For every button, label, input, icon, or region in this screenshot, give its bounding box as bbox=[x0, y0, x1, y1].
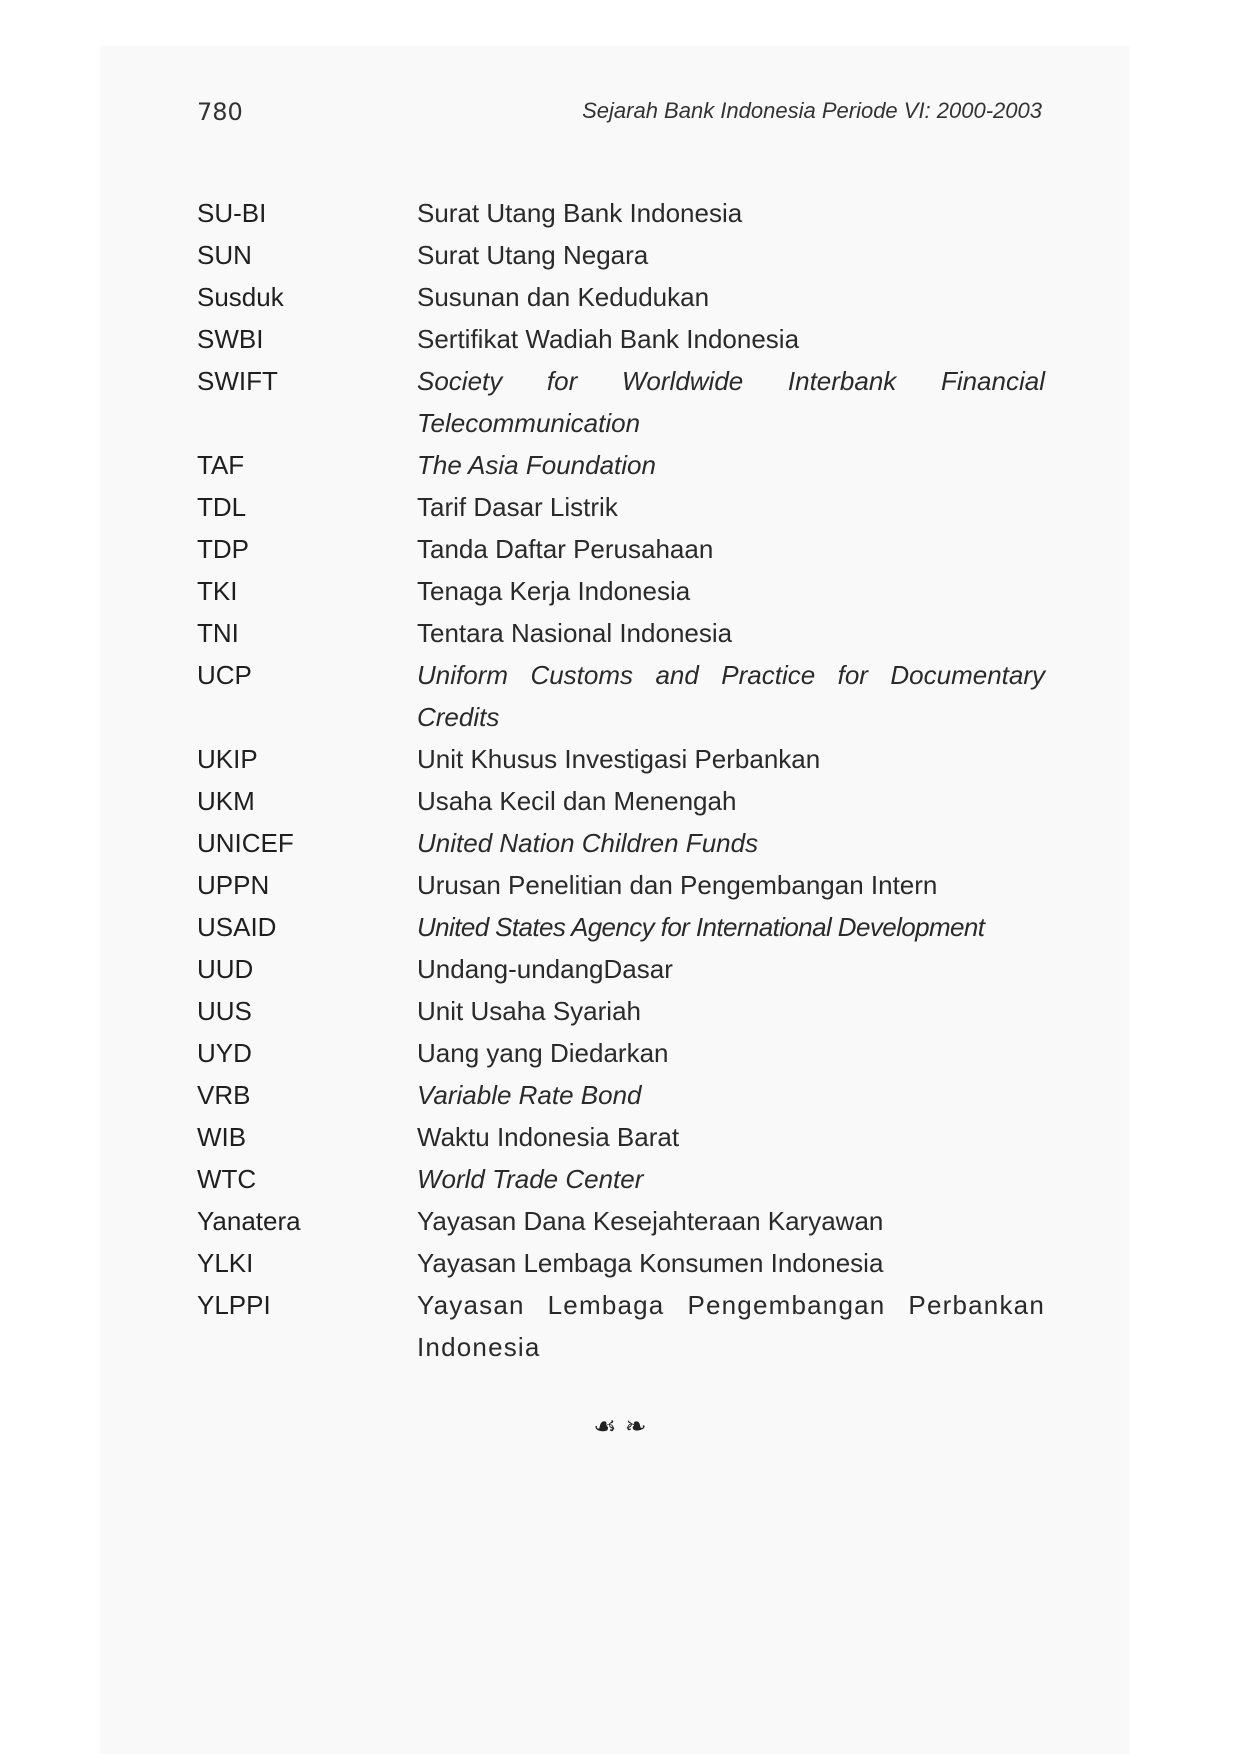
list-item bbox=[197, 654, 1045, 738]
list-item bbox=[197, 1074, 1045, 1116]
abbreviation: TDP bbox=[197, 534, 249, 564]
abbreviation: UYD bbox=[197, 1038, 252, 1068]
end-ornament-icon: ☙ ❧ bbox=[593, 1412, 647, 1442]
definition: Uniform Customs and Practice for Documentary Credits bbox=[417, 660, 1045, 732]
abbreviation: UKM bbox=[197, 786, 255, 816]
abbreviation: UKIP bbox=[197, 744, 258, 774]
definition: Variable Rate Bond bbox=[417, 1080, 642, 1110]
definition: World Trade Center bbox=[417, 1164, 644, 1194]
abbreviation: UCP bbox=[197, 660, 252, 690]
list-item bbox=[197, 1158, 1045, 1200]
list-item bbox=[197, 234, 1045, 276]
list-item bbox=[197, 528, 1045, 570]
definition: United Nation Children Funds bbox=[417, 828, 759, 858]
page-number: 780 bbox=[197, 98, 243, 126]
definition: The Asia Foundation bbox=[417, 450, 656, 480]
definition: Susunan dan Kedudukan bbox=[417, 282, 710, 312]
definition: Unit Khusus Investigasi Perbankan bbox=[417, 744, 821, 774]
abbreviation: SWIFT bbox=[197, 366, 278, 396]
abbreviation: UPPN bbox=[197, 870, 270, 900]
definition: Yayasan Lembaga Konsumen Indonesia bbox=[417, 1248, 884, 1278]
list-item bbox=[197, 864, 1045, 906]
abbreviation: TAF bbox=[197, 450, 245, 480]
definition: Society for Worldwide Interbank Financial Telecommunication bbox=[417, 366, 1045, 438]
abbreviation: TNI bbox=[197, 618, 239, 648]
list-item bbox=[197, 360, 1045, 444]
definition: Usaha Kecil dan Menengah bbox=[417, 786, 737, 816]
definition: Tenaga Kerja Indonesia bbox=[417, 576, 691, 606]
definition: Sertifikat Wadiah Bank Indonesia bbox=[417, 324, 800, 354]
list-item bbox=[197, 948, 1045, 990]
abbreviation: YLKI bbox=[197, 1248, 254, 1278]
abbreviation: VRB bbox=[197, 1080, 251, 1110]
list-item bbox=[197, 192, 1045, 234]
abbreviation: SU-BI bbox=[197, 198, 267, 228]
list-item bbox=[197, 822, 1045, 864]
list-item bbox=[197, 1116, 1045, 1158]
definition: Undang-undangDasar bbox=[417, 954, 673, 984]
list-item bbox=[197, 612, 1045, 654]
abbreviation: SWBI bbox=[197, 324, 264, 354]
definition: United States Agency for International Development bbox=[417, 912, 985, 942]
abbreviation: Susduk bbox=[197, 282, 284, 312]
abbreviation: WIB bbox=[197, 1122, 247, 1152]
definition: Tentara Nasional Indonesia bbox=[417, 618, 733, 648]
definition: Waktu Indonesia Barat bbox=[417, 1122, 680, 1152]
list-item bbox=[197, 1242, 1045, 1284]
list-item bbox=[197, 1200, 1045, 1242]
list-item bbox=[197, 276, 1045, 318]
list-item bbox=[197, 1284, 1045, 1368]
abbreviation: YLPPI bbox=[197, 1290, 271, 1320]
definition: Unit Usaha Syariah bbox=[417, 996, 641, 1026]
abbreviation: UUD bbox=[197, 954, 254, 984]
abbreviation: UNICEF bbox=[197, 828, 294, 858]
list-item bbox=[197, 570, 1045, 612]
page-header bbox=[197, 98, 1042, 138]
abbreviation: TDL bbox=[197, 492, 247, 522]
abbreviation: TKI bbox=[197, 576, 238, 606]
abbreviation: Yanatera bbox=[197, 1206, 301, 1236]
list-item bbox=[197, 318, 1045, 360]
list-item bbox=[197, 780, 1045, 822]
list-item bbox=[197, 486, 1045, 528]
list-item bbox=[197, 990, 1045, 1032]
definition: Uang yang Diedarkan bbox=[417, 1038, 669, 1068]
definition: Surat Utang Bank Indonesia bbox=[417, 198, 743, 228]
definition: Urusan Penelitian dan Pengembangan Intern bbox=[417, 870, 938, 900]
list-item bbox=[197, 738, 1045, 780]
abbreviation: WTC bbox=[197, 1164, 257, 1194]
list-item bbox=[197, 444, 1045, 486]
abbreviation: SUN bbox=[197, 240, 252, 270]
definition: Tarif Dasar Listrik bbox=[417, 492, 618, 522]
definition: Tanda Daftar Perusahaan bbox=[417, 534, 714, 564]
abbreviation-list bbox=[197, 192, 1045, 1368]
definition: Surat Utang Negara bbox=[417, 240, 649, 270]
definition: Yayasan Lembaga Pengembangan Perbankan Indonesia bbox=[417, 1290, 1045, 1362]
definition: Yayasan Dana Kesejahteraan Karyawan bbox=[417, 1206, 884, 1236]
abbreviation: USAID bbox=[197, 912, 277, 942]
list-item bbox=[197, 1032, 1045, 1074]
running-title: Sejarah Bank Indonesia Periode VI: 2000-2003 bbox=[582, 98, 1042, 123]
abbreviation: UUS bbox=[197, 996, 252, 1026]
list-item bbox=[197, 906, 1045, 948]
